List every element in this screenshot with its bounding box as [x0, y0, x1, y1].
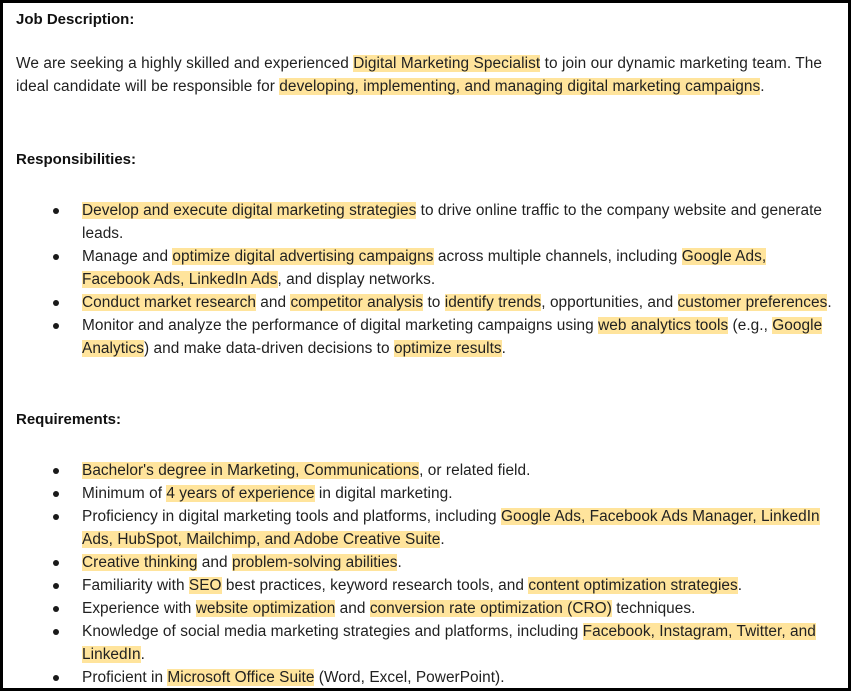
- requirements-heading: Requirements:: [16, 411, 122, 428]
- body-text: Proficiency in digital marketing tools and platforms, including: [82, 508, 501, 525]
- body-text: and: [255, 294, 291, 311]
- body-text: to: [423, 294, 445, 311]
- highlighted-text: website optimization: [195, 600, 336, 617]
- bullet-dot-icon: [53, 560, 59, 566]
- body-text: We are seeking a highly skilled and experienced: [16, 55, 354, 72]
- highlighted-text: conversion rate optimization (CRO): [369, 600, 612, 617]
- body-text: and: [197, 554, 232, 571]
- highlighted-text: Creative thinking: [82, 554, 198, 571]
- body-text: Minimum of: [82, 485, 167, 502]
- highlighted-text: Microsoft Office Suite: [167, 669, 315, 686]
- body-text: (e.g.,: [728, 317, 773, 334]
- highlighted-text: optimize results: [393, 340, 502, 357]
- body-text: .: [397, 554, 402, 571]
- body-text: .: [440, 531, 445, 548]
- body-text: Familiarity with: [82, 577, 189, 594]
- body-text: to drive online traffic to the company website and generate leads.: [82, 202, 823, 242]
- requirement-item: [3, 574, 848, 597]
- requirement-item: [3, 482, 848, 505]
- highlighted-text: Google Ads, Facebook Ads, LinkedIn Ads: [82, 248, 767, 288]
- job-description-paragraph: [16, 52, 846, 98]
- body-text: Experience with: [82, 600, 196, 617]
- highlighted-text: web analytics tools: [598, 317, 729, 334]
- bullet-dot-icon: [53, 583, 59, 589]
- body-text: , or related field.: [419, 462, 531, 479]
- bullet-dot-icon: [53, 675, 59, 681]
- responsibility-item: [3, 199, 848, 245]
- body-text: Proficient in: [82, 669, 168, 686]
- highlighted-text: developing, implementing, and managing digital marketing campaigns: [279, 78, 761, 95]
- requirement-item: [3, 505, 848, 551]
- requirement-item: [3, 551, 848, 574]
- requirement-item: [3, 597, 848, 620]
- body-text: techniques.: [611, 600, 696, 617]
- responsibility-item: [3, 291, 848, 314]
- body-text: Manage and: [82, 248, 173, 265]
- bullet-dot-icon: [53, 491, 59, 497]
- highlighted-text: Bachelor's degree in Marketing, Communications: [82, 462, 420, 479]
- highlighted-text: problem-solving abilities: [231, 554, 398, 571]
- body-text: .: [737, 577, 743, 594]
- body-text: and: [335, 600, 370, 617]
- highlighted-text: Conduct market research: [82, 294, 256, 311]
- highlighted-text: Google Analytics: [82, 317, 823, 357]
- requirements-list: [3, 459, 848, 689]
- job-description-heading: Job Description:: [16, 11, 135, 28]
- bullet-dot-icon: [53, 254, 59, 260]
- body-text: across multiple channels, including: [433, 248, 682, 265]
- body-text: .: [140, 646, 145, 663]
- body-text: in digital marketing.: [314, 485, 453, 502]
- body-text: to join our dynamic marketing team. The ideal candidate will be responsible for: [16, 55, 823, 95]
- body-text: .: [827, 294, 832, 311]
- highlighted-text: content optimization strategies: [528, 577, 738, 594]
- body-text: Knowledge of social media marketing strategies and platforms, including: [82, 623, 583, 640]
- highlighted-text: customer preferences: [677, 294, 828, 311]
- bullet-dot-icon: [53, 514, 59, 520]
- bullet-dot-icon: [53, 629, 59, 635]
- responsibility-item: [3, 245, 848, 291]
- highlighted-text: SEO: [188, 577, 222, 594]
- body-text: (Word, Excel, PowerPoint).: [314, 669, 505, 686]
- highlighted-text: competitor analysis: [290, 294, 424, 311]
- bullet-dot-icon: [53, 300, 59, 306]
- responsibilities-heading: Responsibilities:: [16, 151, 137, 168]
- body-text: best practices, keyword research tools, and: [221, 577, 529, 594]
- body-text: , and display networks.: [277, 271, 436, 288]
- body-text: .: [760, 78, 765, 95]
- bullet-dot-icon: [53, 323, 59, 329]
- body-text: , opportunities, and: [541, 294, 678, 311]
- bullet-dot-icon: [53, 468, 59, 474]
- highlighted-text: Google Ads, Facebook Ads Manager, LinkedIn Ads, HubSpot, Mailchimp, and Adobe Creative Suite: [82, 508, 820, 548]
- body-text: ) and make data-driven decisions to: [144, 340, 394, 357]
- responsibility-item: [3, 314, 848, 360]
- bullet-dot-icon: [53, 208, 59, 214]
- highlighted-text: Digital Marketing Specialist: [353, 55, 541, 72]
- highlighted-text: optimize digital advertising campaigns: [172, 248, 434, 265]
- highlighted-text: identify trends: [444, 294, 542, 311]
- bullet-dot-icon: [53, 606, 59, 612]
- highlighted-text: 4 years of experience: [166, 485, 315, 502]
- highlighted-text: Facebook, Instagram, Twitter, and LinkedIn: [82, 623, 816, 663]
- requirement-item: [3, 620, 848, 666]
- body-text: Monitor and analyze the performance of digital marketing campaigns using: [82, 317, 599, 334]
- highlighted-text: Develop and execute digital marketing strategies: [82, 202, 417, 219]
- requirement-item: [3, 666, 848, 689]
- requirement-item: [3, 459, 848, 482]
- responsibilities-list: [3, 199, 848, 360]
- body-text: .: [501, 340, 506, 357]
